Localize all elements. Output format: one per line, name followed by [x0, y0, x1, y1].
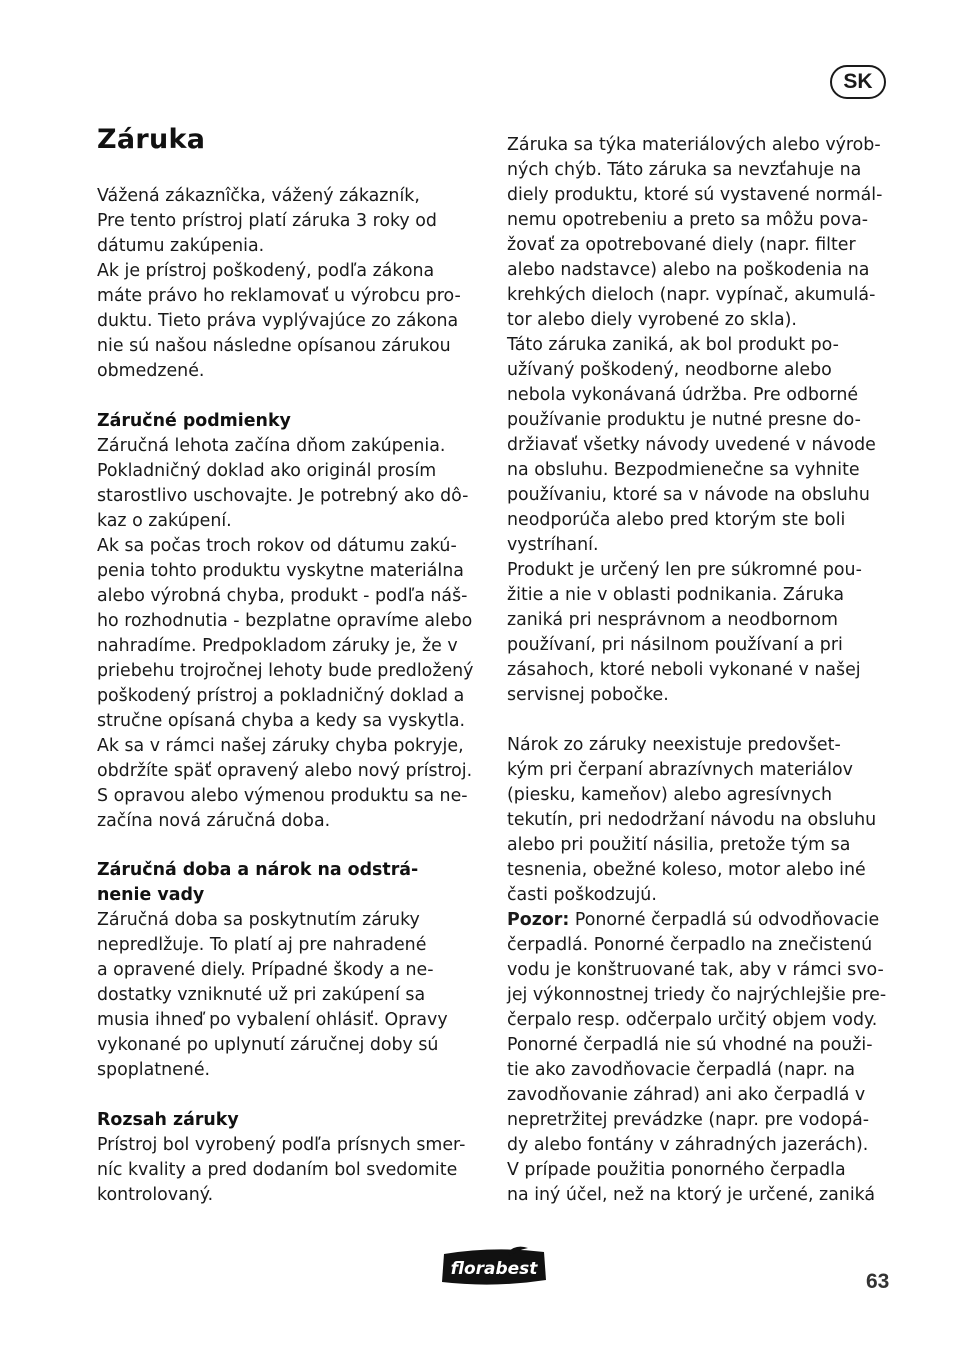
text-line: máte právo ho reklamovať u výrobcu pro- — [97, 286, 461, 306]
text-line: starostlivo uschovajte. Je potrebný ako dô- — [97, 486, 469, 506]
text-line: Ak sa v rámci našej záruky chyba pokryje, — [97, 736, 464, 756]
text-line: Pokladničný doklad ako originál prosím — [97, 461, 437, 481]
page-number: 63 — [866, 1270, 890, 1293]
text-line: dátumu zakúpenia. — [97, 236, 265, 256]
text-line: obdržíte späť opravený alebo nový prístroj. — [97, 761, 473, 781]
text-line: vykonané po uplynutí záručnej doby sú — [97, 1035, 439, 1055]
text-line — [507, 908, 879, 933]
text-line: obmedzené. — [97, 361, 205, 381]
text-line: Vážená zákaznîčka, vážený zákazník, — [97, 186, 420, 206]
text-line: alebo nadstavce) alebo na poškodenia na — [507, 260, 870, 280]
text-line: Táto záruka zaniká, ak bol produkt po- — [507, 335, 839, 355]
text-line: nepredlžuje. To platí aj pre nahradené — [97, 935, 427, 955]
text-line: neodporúča alebo pred ktorým ste boli — [507, 510, 846, 530]
text-line: tesnenia, obežné koleso, motor alebo iné — [507, 860, 866, 880]
text-line: Ak je prístroj poškodený, podľa zákona — [97, 261, 435, 281]
text-line: tie ako zavodňovacie čerpadlá (napr. na — [507, 1060, 856, 1080]
text-fragment: Ponorné čerpadlá sú odvodňovacie — [569, 910, 880, 930]
text-line: alebo výrobná chyba, produkt - podľa náš- — [97, 586, 468, 606]
text-line: používanie produktu je nutné presne do- — [507, 410, 861, 430]
text-line: Nárok zo záruky neexistuje predovšet- — [507, 735, 841, 755]
text-line: S opravou alebo výmenou produktu sa ne- — [97, 786, 468, 806]
text-line: Záručná lehota začína dňom zakúpenia. — [97, 436, 446, 456]
text-line: a opravené diely. Prípadné škody a ne- — [97, 960, 434, 980]
section-heading: Záručné podmienky — [97, 411, 291, 431]
text-line: (piesku, kameňov) alebo agresívnych — [507, 785, 832, 805]
text-line: kontrolovaný. — [97, 1185, 214, 1205]
text-line: na obsluhu. Bezpodmienečne sa vyhnite — [507, 460, 860, 480]
section-heading: Záručná doba a nárok na odstrá- — [97, 860, 419, 880]
text-line: servisnej pobočke. — [507, 685, 669, 705]
text-line: zavodňovanie záhrad) ani ako čerpadlá v — [507, 1085, 866, 1105]
text-line: Záruka sa týka materiálových alebo výrob- — [507, 135, 881, 155]
text-line: musia ihneď po vybalení ohlásiť. Opravy — [97, 1010, 448, 1030]
text-line: držiavať všetky návody uvedené v návode — [507, 435, 876, 455]
text-line: žitie a nie v oblasti podnikania. Záruka — [507, 585, 845, 605]
text-line: vystríhaní. — [507, 535, 599, 555]
text-line: vodu je konštruované tak, aby v rámci svo- — [507, 960, 884, 980]
page-title: Záruka — [97, 124, 206, 155]
text-line: ho rozhodnutia - bezplatne opravíme alebo — [97, 611, 473, 631]
text-line: kým pri čerpaní abrazívnych materiálov — [507, 760, 853, 780]
text-line: spoplatnené. — [97, 1060, 211, 1080]
text-line: tor alebo diely vyrobené zo skla). — [507, 310, 797, 330]
text-line: poškodený prístroj a pokladničný doklad a — [97, 686, 465, 706]
text-line: kaz o zakúpení. — [97, 511, 232, 531]
text-line: používaní, pri násilnom používaní a pri — [507, 635, 843, 655]
text-line: penia tohto produktu vyskytne materiálna — [97, 561, 464, 581]
text-line: nahradíme. Predpokladom záruky je, že v — [97, 636, 458, 656]
text-line: Ponorné čerpadlá nie sú vhodné na použi- — [507, 1035, 873, 1055]
section-heading: Rozsah záruky — [97, 1110, 239, 1130]
text-line: Záručná doba sa poskytnutím záruky — [97, 910, 420, 930]
text-line: tekutín, pri nedodržaní návodu na obsluhu — [507, 810, 877, 830]
text-line: čerpalo resp. odčerpalo určitý objem vody. — [507, 1010, 878, 1030]
text-line: žovať za opotrebované diely (napr. filter — [507, 235, 856, 255]
text-line: dostatky vzniknuté už pri zakúpení sa — [97, 985, 426, 1005]
text-line: časti poškodzujú. — [507, 885, 657, 905]
text-line: alebo pri použití násilia, pretože tým sa — [507, 835, 851, 855]
text-line: čerpadlá. Ponorné čerpadlo na znečistenú — [507, 935, 873, 955]
text-line: nie sú našou následne opísanou zárukou — [97, 336, 451, 356]
text-line: dy alebo fontány v záhradných jazerách). — [507, 1135, 869, 1155]
text-line: Pre tento prístroj platí záruka 3 roky od — [97, 211, 437, 231]
text-line: používaniu, ktoré sa v návode na obsluhu — [507, 485, 870, 505]
section-heading: nenie vady — [97, 885, 205, 905]
text-line: ných chýb. Táto záruka sa nevzťahuje na — [507, 160, 862, 180]
florabest-logo — [438, 1246, 550, 1288]
text-line: priebehu trojročnej lehoty bude predložený — [97, 661, 474, 681]
text-line: Produkt je určený len pre súkromné pou- — [507, 560, 862, 580]
warning-label: Pozor: — [507, 910, 570, 930]
text-line: nemu opotrebeniu a preto sa môžu pova- — [507, 210, 869, 230]
text-line: níc kvality a pred dodaním bol svedomite — [97, 1160, 458, 1180]
text-line: na iný účel, než na ktorý je určené, zaniká — [507, 1185, 876, 1205]
text-line: jej výkonnostnej triedy čo najrýchlejšie pre- — [507, 985, 887, 1005]
text-line: nepretržitej prevádzke (napr. pre vodopá- — [507, 1110, 870, 1130]
text-line: zásahoch, ktoré neboli vykonané v našej — [507, 660, 861, 680]
text-line: diely produktu, ktoré sú vystavené normál- — [507, 185, 883, 205]
text-line: duktu. Tieto práva vyplývajúce zo zákona — [97, 311, 459, 331]
text-line: Ak sa počas troch rokov od dátumu zakú- — [97, 536, 457, 556]
text-line: začína nová záručná doba. — [97, 811, 331, 831]
text-line: krehkých dieloch (napr. vypínač, akumulá- — [507, 285, 876, 305]
text-line: stručne opísaná chyba a kedy sa vyskytla. — [97, 711, 466, 731]
text-line: užívaný poškodený, neodborne alebo — [507, 360, 832, 380]
language-badge: SK — [830, 65, 886, 99]
logo-text: florabest — [450, 1259, 538, 1279]
text-line: V prípade použitia ponorného čerpadla — [507, 1160, 846, 1180]
text-line: nebola vykonávaná údržba. Pre odborné — [507, 385, 859, 405]
text-line: Prístroj bol vyrobený podľa prísnych smer- — [97, 1135, 466, 1155]
text-line: zaniká pri nesprávnom a neodbornom — [507, 610, 838, 630]
